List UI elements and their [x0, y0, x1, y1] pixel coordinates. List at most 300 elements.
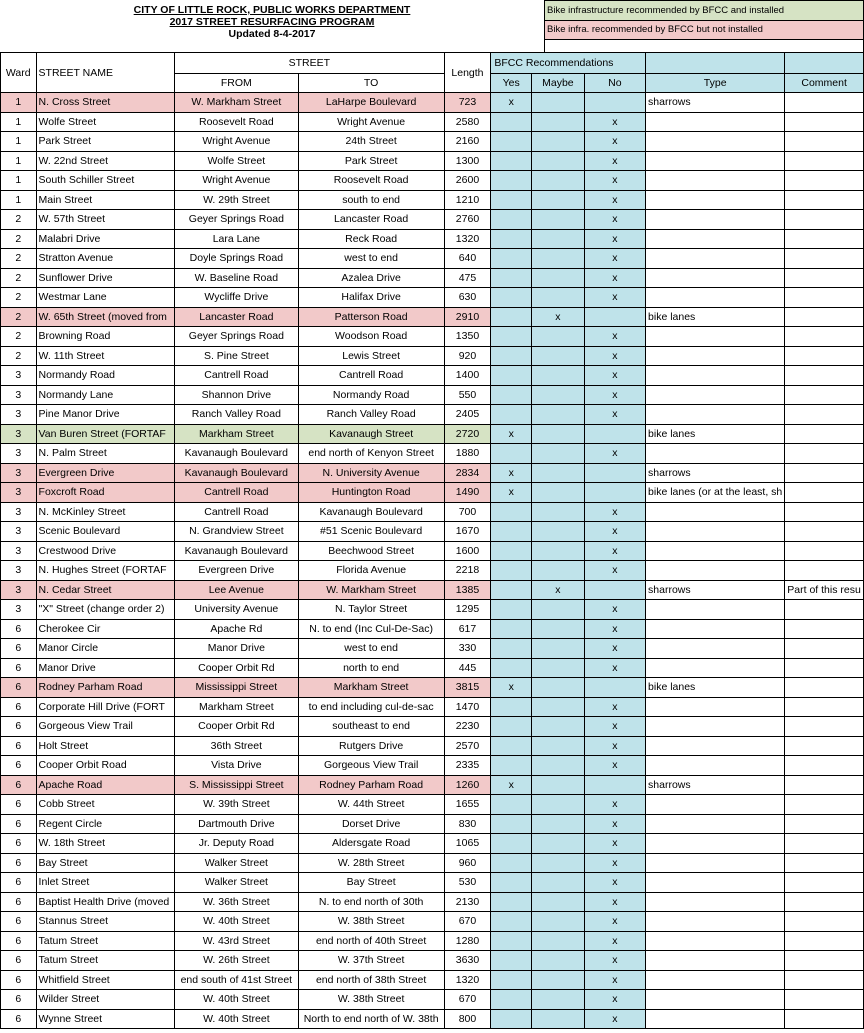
cell-to: Lancaster Road [298, 210, 444, 230]
cell-to: Markham Street [298, 678, 444, 698]
legend-green-label: Bike infrastructure recommended by BFCC and installed [545, 1, 864, 21]
cell-yes [491, 112, 532, 132]
cell-from: 36th Street [175, 736, 299, 756]
cell-maybe [532, 814, 585, 834]
cell-maybe [532, 600, 585, 620]
cell-no: x [584, 853, 645, 873]
cell-to: Wright Avenue [298, 112, 444, 132]
cell-length: 1350 [444, 327, 491, 347]
cell-from: Cantrell Road [175, 483, 299, 503]
cell-street-name: Crestwood Drive [36, 541, 175, 561]
cell-to: Cantrell Road [298, 366, 444, 386]
cell-length: 2834 [444, 463, 491, 483]
cell-from: Walker Street [175, 853, 299, 873]
header-no: No [584, 74, 645, 93]
cell-maybe [532, 639, 585, 659]
cell-street-name: Normandy Lane [36, 385, 175, 405]
title-line-3: Updated 8-4-2017 [228, 28, 316, 40]
legend-row-green [545, 1, 864, 21]
cell-comment [785, 873, 864, 893]
cell-yes [491, 541, 532, 561]
cell-no: x [584, 522, 645, 542]
cell-type [646, 541, 785, 561]
cell-length: 2760 [444, 210, 491, 230]
cell-no: x [584, 327, 645, 347]
cell-from: Dartmouth Drive [175, 814, 299, 834]
header-bfcc-spacer-type [646, 53, 785, 74]
cell-no: x [584, 561, 645, 581]
cell-type [646, 639, 785, 659]
cell-type [646, 249, 785, 269]
cell-type: bike lanes [646, 424, 785, 444]
cell-from: W. 43rd Street [175, 931, 299, 951]
cell-length: 2600 [444, 171, 491, 191]
cell-length: 2160 [444, 132, 491, 152]
cell-yes [491, 912, 532, 932]
cell-maybe [532, 561, 585, 581]
cell-no: x [584, 385, 645, 405]
cell-comment [785, 990, 864, 1010]
cell-type [646, 502, 785, 522]
header-type: Type [646, 74, 785, 93]
cell-no: x [584, 795, 645, 815]
cell-yes [491, 366, 532, 386]
cell-from: Roosevelt Road [175, 112, 299, 132]
cell-comment: Part of this resu [785, 580, 864, 600]
table-row [1, 814, 864, 834]
cell-no: x [584, 288, 645, 308]
cell-type [646, 444, 785, 464]
cell-length: 550 [444, 385, 491, 405]
cell-to: Park Street [298, 151, 444, 171]
cell-comment [785, 327, 864, 347]
cell-comment [785, 444, 864, 464]
cell-from: W. 26th Street [175, 951, 299, 971]
cell-to: end north of Kenyon Street [298, 444, 444, 464]
cell-to: Kavanaugh Street [298, 424, 444, 444]
cell-yes [491, 1009, 532, 1029]
cell-ward: 2 [1, 288, 37, 308]
table-row [1, 795, 864, 815]
cell-street-name: Cobb Street [36, 795, 175, 815]
cell-comment [785, 834, 864, 854]
cell-length: 630 [444, 288, 491, 308]
cell-type [646, 795, 785, 815]
cell-no: x [584, 600, 645, 620]
cell-yes [491, 229, 532, 249]
cell-length: 3815 [444, 678, 491, 698]
table-row [1, 717, 864, 737]
cell-to: Patterson Road [298, 307, 444, 327]
cell-ward: 2 [1, 268, 37, 288]
cell-comment [785, 912, 864, 932]
cell-street-name: Stratton Avenue [36, 249, 175, 269]
header-to: TO [298, 74, 444, 93]
cell-no: x [584, 951, 645, 971]
cell-maybe [532, 210, 585, 230]
cell-length: 617 [444, 619, 491, 639]
cell-maybe [532, 795, 585, 815]
cell-type [646, 346, 785, 366]
cell-from: Kavanaugh Boulevard [175, 444, 299, 464]
cell-comment [785, 775, 864, 795]
cell-ward: 6 [1, 619, 37, 639]
cell-no: x [584, 814, 645, 834]
cell-comment [785, 600, 864, 620]
cell-ward: 6 [1, 678, 37, 698]
cell-ward: 1 [1, 151, 37, 171]
cell-type [646, 561, 785, 581]
cell-ward: 2 [1, 229, 37, 249]
cell-ward: 2 [1, 327, 37, 347]
cell-street-name: Tatum Street [36, 931, 175, 951]
table-row [1, 151, 864, 171]
cell-maybe [532, 834, 585, 854]
cell-comment [785, 970, 864, 990]
cell-length: 2218 [444, 561, 491, 581]
cell-from: Vista Drive [175, 756, 299, 776]
cell-comment [785, 658, 864, 678]
cell-from: W. 39th Street [175, 795, 299, 815]
cell-ward: 6 [1, 951, 37, 971]
cell-street-name: N. Cross Street [36, 93, 175, 113]
cell-yes [491, 346, 532, 366]
cell-street-name: Wolfe Street [36, 112, 175, 132]
cell-ward: 3 [1, 580, 37, 600]
header-row-1 [1, 53, 864, 74]
cell-street-name: Westmar Lane [36, 288, 175, 308]
cell-type [646, 132, 785, 152]
cell-yes [491, 600, 532, 620]
cell-street-name: Gorgeous View Trail [36, 717, 175, 737]
cell-maybe [532, 541, 585, 561]
cell-type [646, 1009, 785, 1029]
cell-no: x [584, 619, 645, 639]
table-row [1, 853, 864, 873]
cell-to: south to end [298, 190, 444, 210]
cell-no: x [584, 249, 645, 269]
cell-street-name: Inlet Street [36, 873, 175, 893]
cell-street-name: Evergreen Drive [36, 463, 175, 483]
cell-no: x [584, 639, 645, 659]
cell-street-name: W. 57th Street [36, 210, 175, 230]
cell-yes [491, 502, 532, 522]
cell-no: x [584, 541, 645, 561]
cell-length: 640 [444, 249, 491, 269]
cell-type [646, 327, 785, 347]
table-row [1, 190, 864, 210]
cell-from: W. Markham Street [175, 93, 299, 113]
table-row [1, 756, 864, 776]
cell-type [646, 873, 785, 893]
cell-yes: x [491, 93, 532, 113]
cell-street-name: Holt Street [36, 736, 175, 756]
cell-from: Cooper Orbit Rd [175, 658, 299, 678]
cell-to: #51 Scenic Boulevard [298, 522, 444, 542]
cell-length: 1385 [444, 580, 491, 600]
cell-street-name: Whitfield Street [36, 970, 175, 990]
cell-type: sharrows [646, 463, 785, 483]
cell-length: 1295 [444, 600, 491, 620]
cell-comment [785, 892, 864, 912]
cell-length: 2230 [444, 717, 491, 737]
cell-type [646, 697, 785, 717]
cell-comment [785, 210, 864, 230]
cell-no: x [584, 912, 645, 932]
cell-no: x [584, 990, 645, 1010]
table-row [1, 990, 864, 1010]
table-row [1, 346, 864, 366]
cell-from: Ranch Valley Road [175, 405, 299, 425]
cell-type [646, 912, 785, 932]
cell-type [646, 931, 785, 951]
table-row [1, 951, 864, 971]
cell-type: bike lanes [646, 678, 785, 698]
cell-street-name: "X" Street (change order 2) [36, 600, 175, 620]
cell-comment [785, 736, 864, 756]
cell-maybe [532, 970, 585, 990]
cell-ward: 1 [1, 132, 37, 152]
table-row [1, 697, 864, 717]
cell-maybe [532, 132, 585, 152]
cell-ward: 6 [1, 912, 37, 932]
cell-ward: 6 [1, 990, 37, 1010]
cell-yes [491, 892, 532, 912]
cell-comment [785, 502, 864, 522]
cell-comment [785, 463, 864, 483]
cell-ward: 3 [1, 561, 37, 581]
cell-from: S. Pine Street [175, 346, 299, 366]
cell-type [646, 814, 785, 834]
table-row [1, 619, 864, 639]
cell-to: Ranch Valley Road [298, 405, 444, 425]
cell-yes [491, 405, 532, 425]
cell-yes [491, 736, 532, 756]
cell-maybe [532, 853, 585, 873]
cell-comment [785, 931, 864, 951]
table-row [1, 483, 864, 503]
cell-length: 1320 [444, 229, 491, 249]
cell-from: Jr. Deputy Road [175, 834, 299, 854]
cell-comment [785, 717, 864, 737]
cell-maybe [532, 268, 585, 288]
cell-from: W. 40th Street [175, 1009, 299, 1029]
cell-type [646, 834, 785, 854]
table-row [1, 600, 864, 620]
cell-length: 830 [444, 814, 491, 834]
cell-yes: x [491, 424, 532, 444]
cell-ward: 6 [1, 873, 37, 893]
cell-ward: 3 [1, 366, 37, 386]
cell-type: bike lanes (or at the least, sh [646, 483, 785, 503]
cell-street-name: Main Street [36, 190, 175, 210]
cell-yes [491, 444, 532, 464]
cell-ward: 6 [1, 775, 37, 795]
table-row [1, 405, 864, 425]
cell-from: Wolfe Street [175, 151, 299, 171]
cell-yes [491, 522, 532, 542]
legend-row-pink [545, 20, 864, 40]
cell-comment [785, 93, 864, 113]
cell-street-name: Tatum Street [36, 951, 175, 971]
cell-length: 2720 [444, 424, 491, 444]
cell-maybe [532, 717, 585, 737]
header-street: STREET [175, 53, 445, 74]
cell-to: Bay Street [298, 873, 444, 893]
table-row [1, 912, 864, 932]
cell-street-name: Stannus Street [36, 912, 175, 932]
cell-from: Cooper Orbit Rd [175, 717, 299, 737]
cell-ward: 6 [1, 834, 37, 854]
cell-comment [785, 307, 864, 327]
cell-length: 2130 [444, 892, 491, 912]
cell-ward: 3 [1, 541, 37, 561]
cell-no: x [584, 931, 645, 951]
cell-from: Manor Drive [175, 639, 299, 659]
table-row [1, 931, 864, 951]
cell-ward: 6 [1, 1009, 37, 1029]
table-row [1, 736, 864, 756]
cell-comment [785, 405, 864, 425]
cell-yes [491, 580, 532, 600]
cell-no: x [584, 834, 645, 854]
cell-maybe [532, 463, 585, 483]
cell-yes [491, 990, 532, 1010]
cell-maybe [532, 327, 585, 347]
cell-street-name: N. Palm Street [36, 444, 175, 464]
cell-maybe [532, 775, 585, 795]
cell-length: 2335 [444, 756, 491, 776]
cell-to: Lewis Street [298, 346, 444, 366]
cell-type [646, 385, 785, 405]
cell-ward: 2 [1, 249, 37, 269]
header-bfcc-recommendations: BFCC Recommendations [491, 53, 646, 74]
cell-from: Markham Street [175, 697, 299, 717]
cell-maybe [532, 190, 585, 210]
title-line-2: 2017 STREET RESURFACING PROGRAM [169, 16, 375, 28]
cell-yes [491, 327, 532, 347]
cell-length: 2570 [444, 736, 491, 756]
cell-no: x [584, 873, 645, 893]
cell-comment [785, 756, 864, 776]
cell-yes [491, 951, 532, 971]
cell-comment [785, 522, 864, 542]
cell-street-name: W. 65th Street (moved from [36, 307, 175, 327]
cell-to: west to end [298, 639, 444, 659]
cell-comment [785, 171, 864, 191]
cell-to: N. Taylor Street [298, 600, 444, 620]
cell-from: Lee Avenue [175, 580, 299, 600]
cell-no [584, 463, 645, 483]
cell-comment [785, 229, 864, 249]
cell-ward: 3 [1, 522, 37, 542]
cell-type [646, 405, 785, 425]
cell-yes [491, 834, 532, 854]
table-row [1, 93, 864, 113]
cell-ward: 6 [1, 814, 37, 834]
legend-table [544, 0, 864, 60]
cell-maybe [532, 502, 585, 522]
header-street-name: STREET NAME [36, 53, 175, 93]
cell-ward: 6 [1, 931, 37, 951]
cell-no [584, 93, 645, 113]
cell-ward: 2 [1, 307, 37, 327]
cell-from: W. 36th Street [175, 892, 299, 912]
cell-ward: 6 [1, 853, 37, 873]
table-row [1, 834, 864, 854]
cell-ward: 6 [1, 658, 37, 678]
cell-street-name: Wilder Street [36, 990, 175, 1010]
document-title-block [0, 0, 544, 52]
cell-to: N. to end north of 30th [298, 892, 444, 912]
cell-no [584, 307, 645, 327]
cell-yes [491, 385, 532, 405]
table-row [1, 1009, 864, 1029]
cell-yes [491, 697, 532, 717]
cell-no: x [584, 112, 645, 132]
cell-street-name: Corporate Hill Drive (FORT [36, 697, 175, 717]
cell-to: Gorgeous View Trail [298, 756, 444, 776]
cell-maybe [532, 892, 585, 912]
cell-from: Geyer Springs Road [175, 327, 299, 347]
legend-pink-label: Bike infra. recommended by BFCC but not installed [545, 20, 864, 40]
cell-ward: 1 [1, 190, 37, 210]
cell-from: Geyer Springs Road [175, 210, 299, 230]
cell-type [646, 853, 785, 873]
cell-from: Kavanaugh Boulevard [175, 463, 299, 483]
table-row [1, 366, 864, 386]
cell-length: 2405 [444, 405, 491, 425]
cell-length: 1670 [444, 522, 491, 542]
cell-comment [785, 639, 864, 659]
table-row [1, 639, 864, 659]
cell-street-name: Apache Road [36, 775, 175, 795]
cell-ward: 3 [1, 385, 37, 405]
cell-type [646, 171, 785, 191]
cell-yes [491, 931, 532, 951]
cell-length: 475 [444, 268, 491, 288]
cell-ward: 6 [1, 717, 37, 737]
cell-maybe [532, 736, 585, 756]
cell-type: sharrows [646, 775, 785, 795]
cell-maybe [532, 483, 585, 503]
table-row [1, 132, 864, 152]
table-row [1, 678, 864, 698]
header-comment: Comment [785, 74, 864, 93]
cell-maybe [532, 697, 585, 717]
cell-street-name: N. McKinley Street [36, 502, 175, 522]
cell-ward: 3 [1, 502, 37, 522]
cell-maybe [532, 288, 585, 308]
cell-length: 1320 [444, 970, 491, 990]
cell-comment [785, 678, 864, 698]
cell-yes: x [491, 483, 532, 503]
cell-street-name: Regent Circle [36, 814, 175, 834]
cell-street-name: W. 11th Street [36, 346, 175, 366]
cell-street-name: Normandy Road [36, 366, 175, 386]
cell-no: x [584, 502, 645, 522]
cell-type [646, 210, 785, 230]
cell-yes: x [491, 463, 532, 483]
cell-to: Kavanaugh Boulevard [298, 502, 444, 522]
cell-no: x [584, 229, 645, 249]
cell-length: 1260 [444, 775, 491, 795]
cell-to: Woodson Road [298, 327, 444, 347]
cell-street-name: Park Street [36, 132, 175, 152]
cell-street-name: W. 18th Street [36, 834, 175, 854]
cell-to: Florida Avenue [298, 561, 444, 581]
cell-comment [785, 288, 864, 308]
